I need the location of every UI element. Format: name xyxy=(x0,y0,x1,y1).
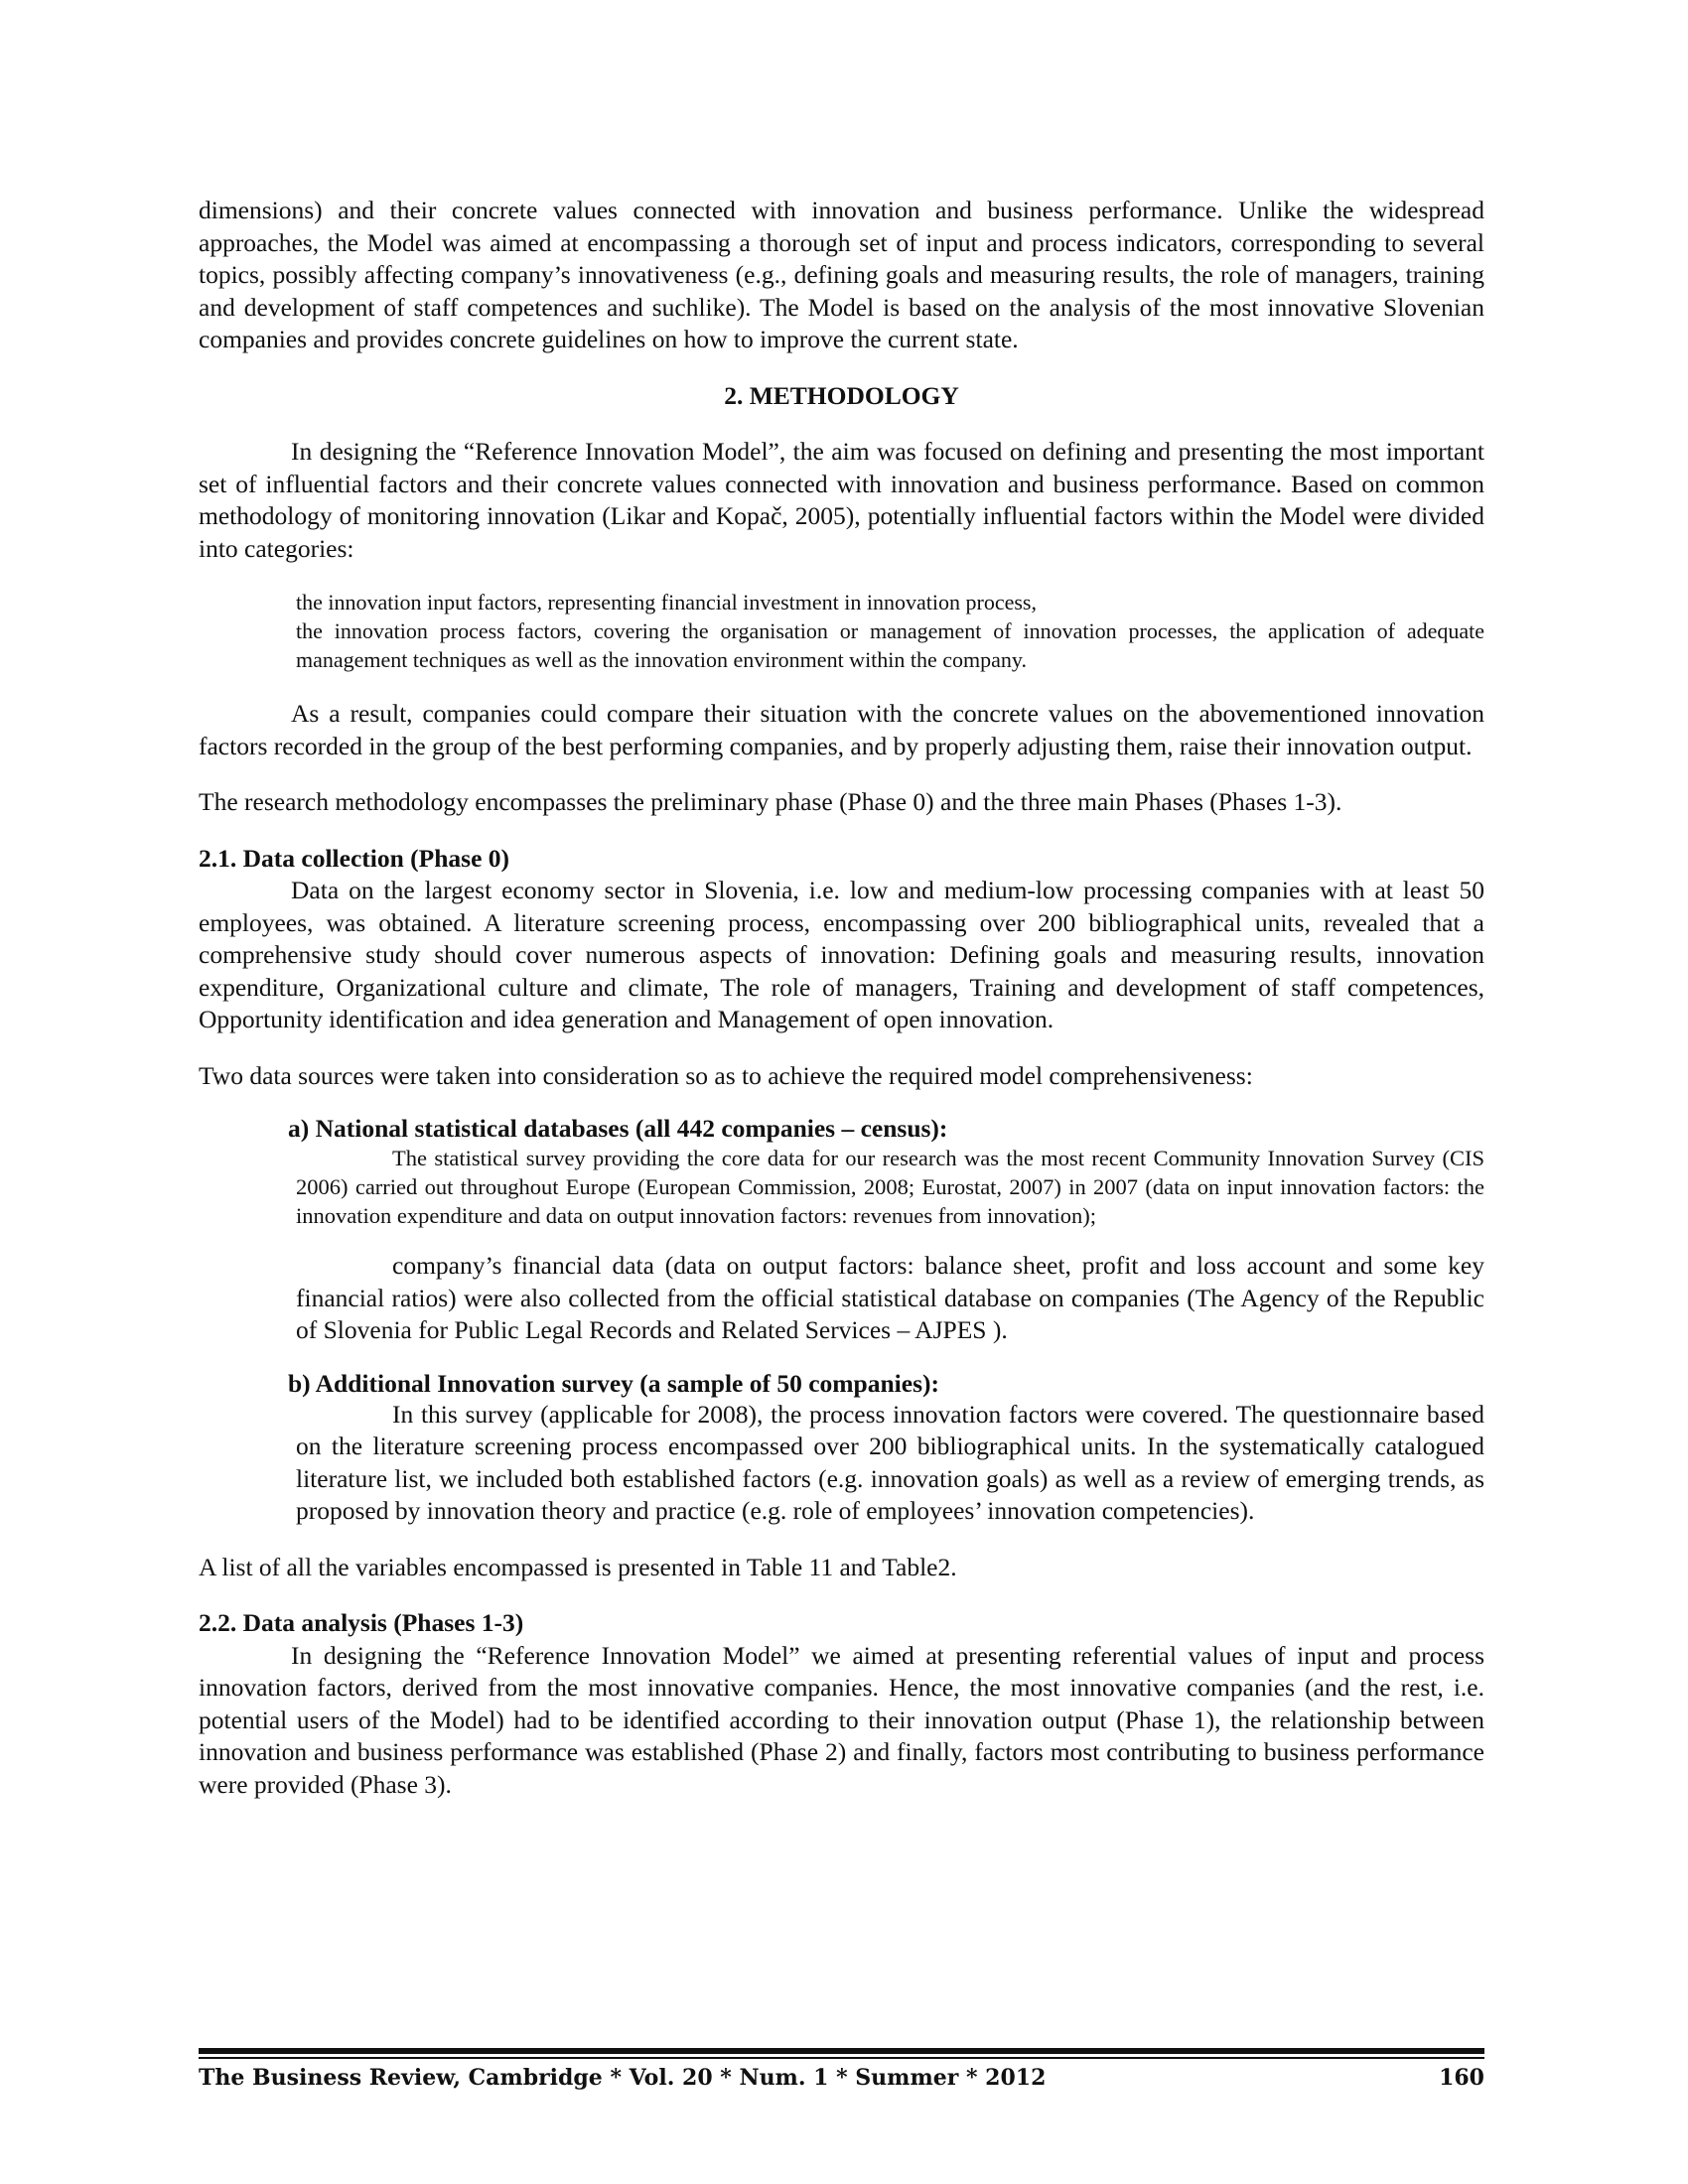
data-sources xyxy=(288,1114,1484,1528)
journal-citation: The Business Review, Cambridge * Vol. 20 * Num. 1 * Summer * 2012 xyxy=(199,2065,1047,2091)
methodology-paragraph-3: The research methodology encompasses the preliminary phase (Phase 0) and the three main Phases (Phases 1-3). xyxy=(199,787,1342,816)
list-item: the innovation input factors, representing financial investment in innovation process, xyxy=(296,590,1037,614)
source-a-paragraph-2: company’s financial data (data on output factors: balance sheet, profit and loss account and some key financial ratios) were also collected from the official statistical database on companies (The Agency of the Republic of Slovenia for Public Legal Records and Related Services – AJPES ). xyxy=(296,1251,1484,1344)
data-collection-paragraph-3: A list of all the variables encompassed is presented in Table 11 and Table2. xyxy=(199,1552,957,1581)
methodology-paragraph-2: As a result, companies could compare their situation with the concrete values on the abovementioned innovation factors recorded in the group of the best performing companies, and by properly adjusting them, raise their innovation output. xyxy=(199,699,1484,760)
data-collection-paragraph-1: Data on the largest economy sector in Slovenia, i.e. low and medium-low processing companies with at least 50 employees, was obtained. A literature screening process, encompassing over 200 bibliographical units, revealed that a comprehensive study should cover numerous aspects of innovation: Defining goals and measuring results, innovation expenditure, Organizational culture and climate, The role of managers, Training and development of staff competences, Opportunity identification and idea generation and Management of open innovation. xyxy=(199,876,1484,1033)
footer-rule-thick xyxy=(199,2048,1484,2054)
footer-rule-thin xyxy=(199,2057,1484,2059)
data-collection-paragraph-2: Two data sources were taken into consideration so as to achieve the required model comprehensiveness: xyxy=(199,1060,1253,1090)
page-footer xyxy=(199,2065,1484,2091)
source-a-heading: a) National statistical databases (all 442 companies – census): xyxy=(288,1114,948,1143)
source-b-heading: b) Additional Innovation survey (a sample of 50 companies): xyxy=(288,1368,939,1398)
page-number: 160 xyxy=(1439,2065,1484,2091)
source-a-paragraph-1: The statistical survey providing the core data for our research was the most recent Community Innovation Survey (CIS 2006) carried out throughout Europe (European Commission, 2008; Eurostat, 2007) in 2007 (data on input innovation factors: the innovation expenditure and data on output innovation factors: revenues from innovation); xyxy=(296,1146,1484,1228)
source-b-paragraph-1: In this survey (applicable for 2008), the process innovation factors were covered. The questionnaire based on the literature screening process encompassed over 200 bibliographical units. In the systematically catalogued literature list, we included both established factors (e.g. innovation goals) as well as a review of emerging trends, as proposed by innovation theory and practice (e.g. role of employees’ innovation competencies). xyxy=(296,1399,1484,1525)
data-analysis-paragraph-1: In designing the “Reference Innovation Model” we aimed at presenting referential values of input and process innovation factors, derived from the most innovative companies. Hence, the most innovative companies (and the rest, i.e. potential users of the Model) had to be identified according to their innovation output (Phase 1), the relationship between innovation and business performance was established (Phase 2) and finally, factors most contributing to business performance were provided (Phase 3). xyxy=(199,1640,1484,1799)
section-heading-methodology: 2. METHODOLOGY xyxy=(724,380,959,410)
subsection-heading-data-collection: 2.1. Data collection (Phase 0) xyxy=(199,843,510,873)
list-item: the innovation process factors, covering the organisation or management of innovation processes, the application of adequate management techniques as well as the innovation environment within the company. xyxy=(296,618,1484,672)
category-list xyxy=(296,588,1484,674)
methodology-paragraph-1: In designing the “Reference Innovation Model”, the aim was focused on defining and presenting the most important set of influential factors and their concrete values connected with innovation and business performance. Based on common methodology of monitoring innovation (Likar and Kopač, 2005), potentially influential factors within the Model were divided into categories: xyxy=(199,437,1484,563)
page-body xyxy=(199,195,1484,1801)
subsection-heading-data-analysis: 2.2. Data analysis (Phases 1-3) xyxy=(199,1608,524,1637)
intro-paragraph: dimensions) and their concrete values connected with innovation and business performance. Unlike the widespread approaches, the Model was aimed at encompassing a thorough set of input and process indicators, corresponding to several topics, possibly affecting company’s innovativeness (e.g., defining goals and measuring results, the role of managers, training and development of staff competences and suchlike). The Model is based on the analysis of the most innovative Slovenian companies and provides concrete guidelines on how to improve the current state. xyxy=(199,196,1484,353)
